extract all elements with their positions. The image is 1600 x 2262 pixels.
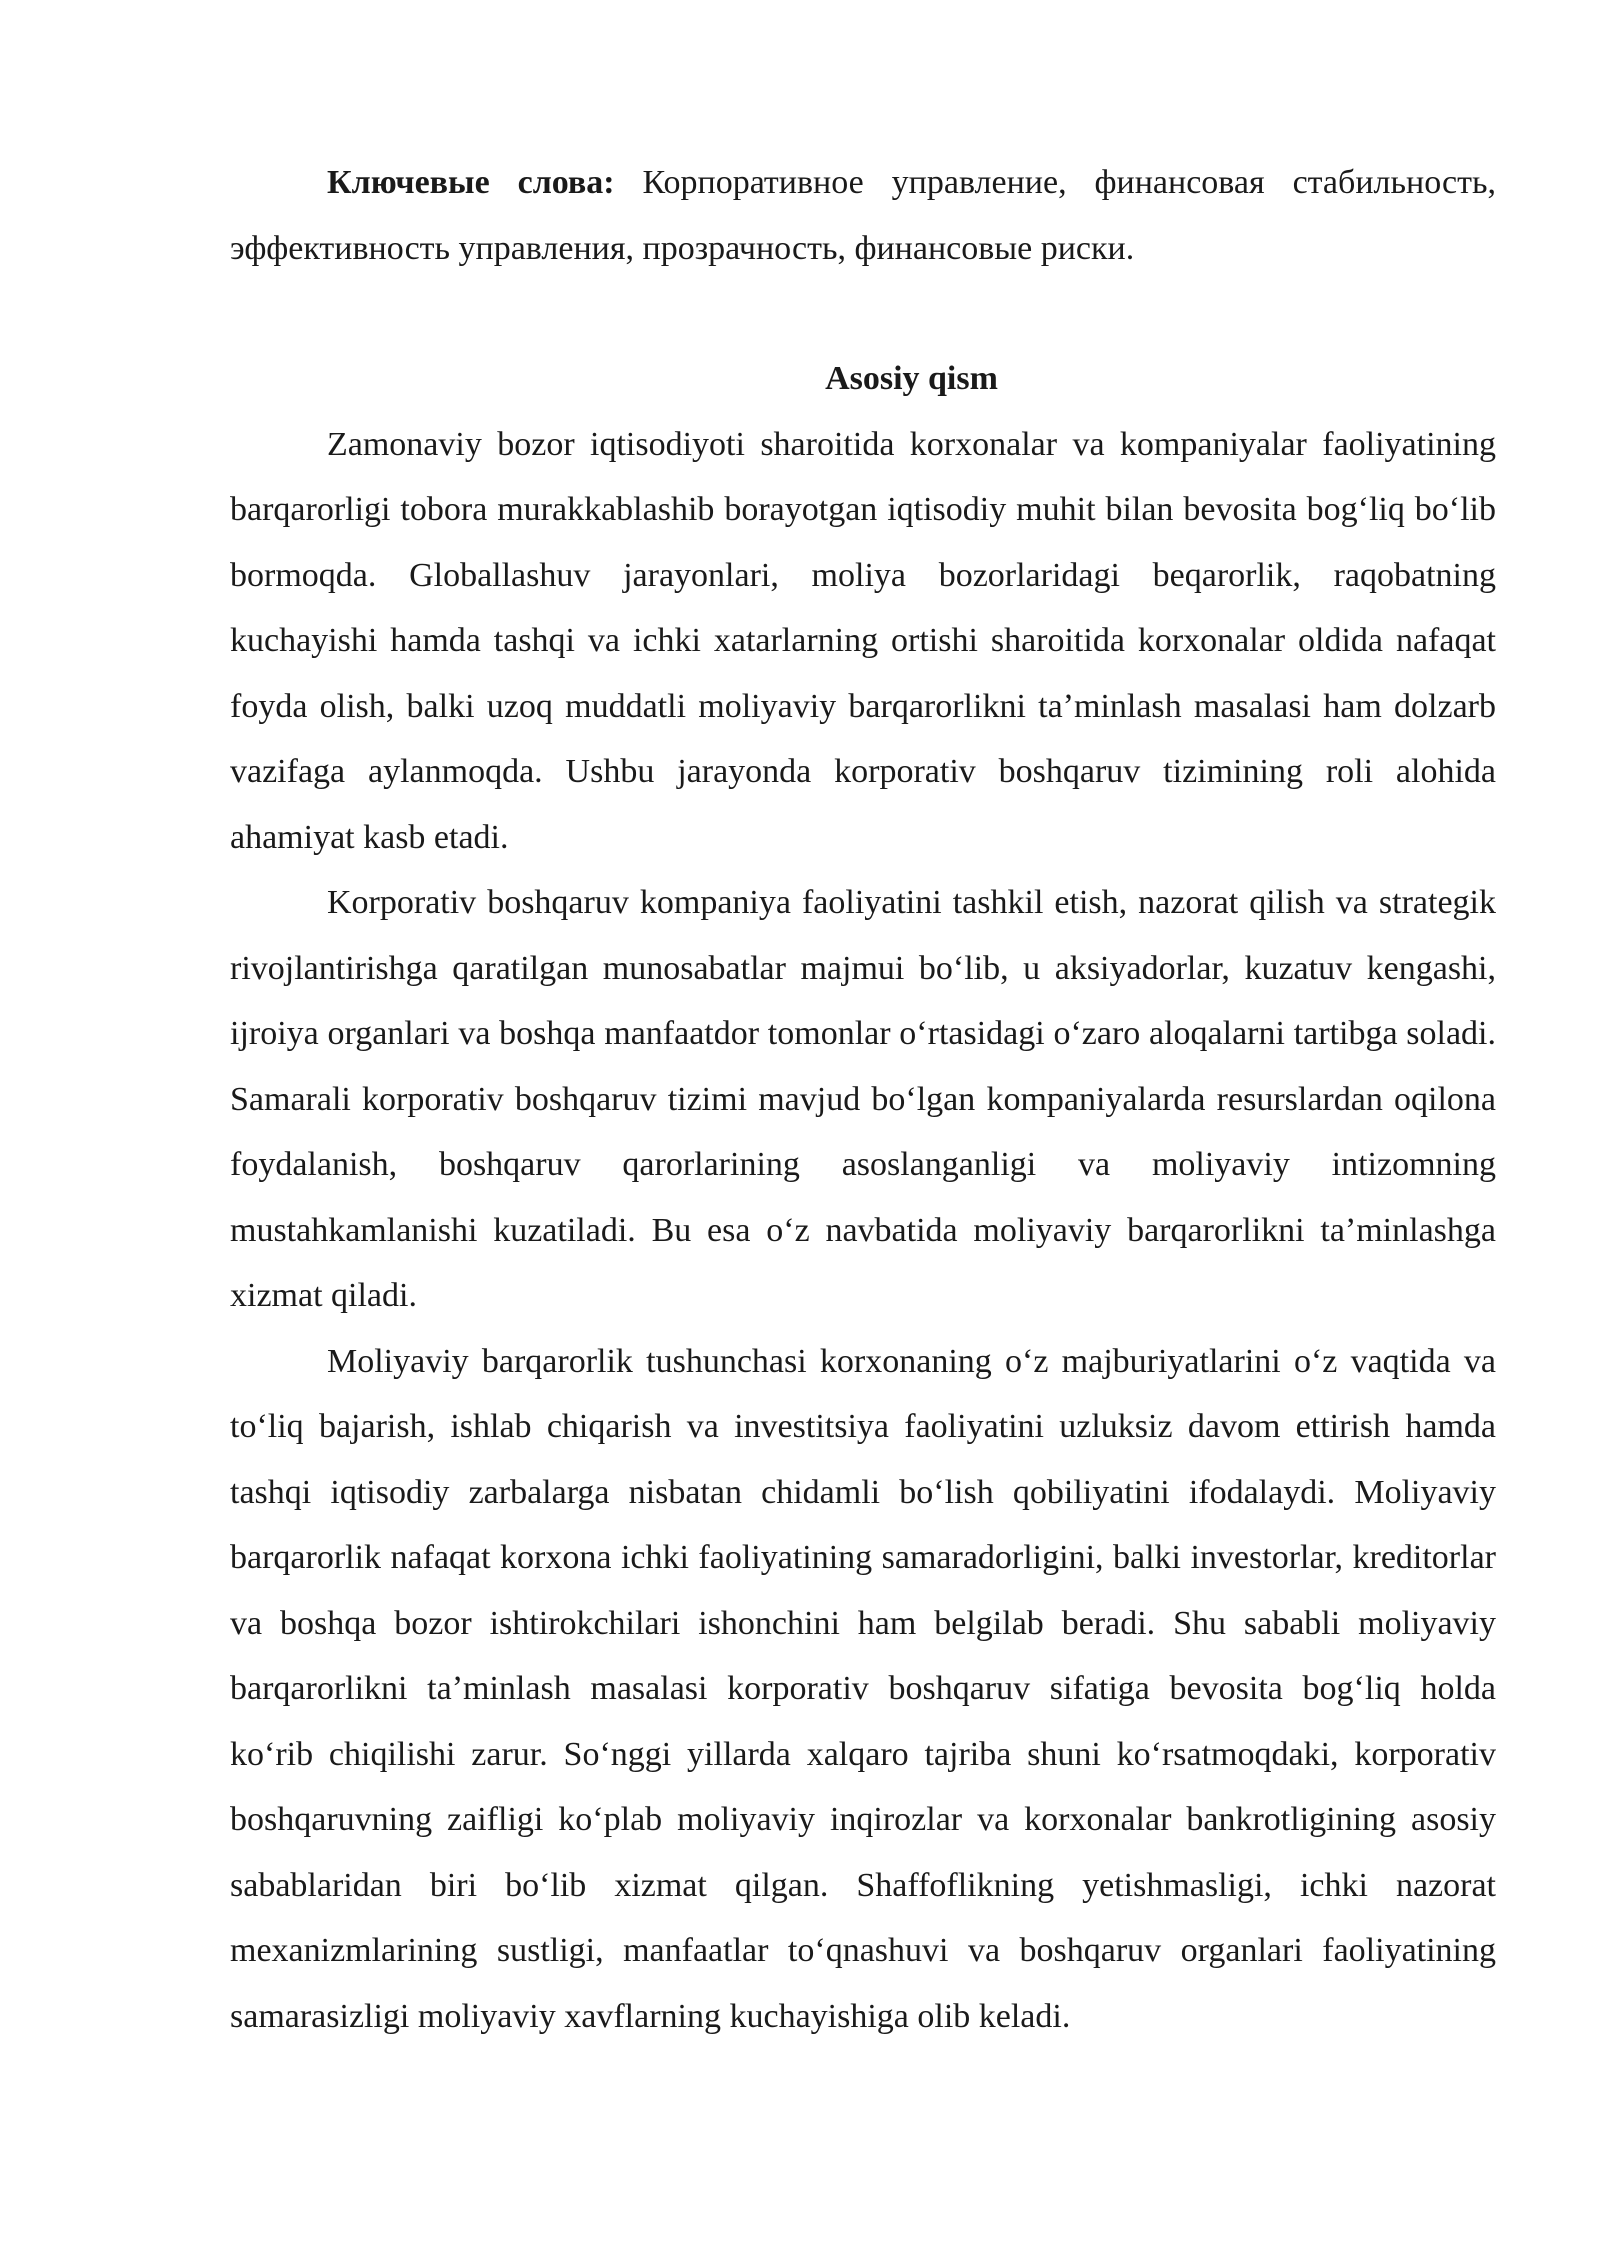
body-paragraph-3: Moliyaviy barqarorlik tushunchasi korxonaning oʻz majburiyatlarini oʻz vaqtida va toʻliq bajarish, ishlab chiqarish va investitsiya faoliyatini uzluksiz davom ettirish hamda tashqi iqtisodiy zarbalarga nisbatan chidamli boʻlish qobiliyatini ifodalaydi. Moliyaviy barqarorlik nafaqat korxona ichki faoliyatining samaradorligini, balki investorlar, kreditorlar va boshqa bozor ishtirokchilari ishonchini ham belgilab beradi. Shu sababli moliyaviy barqarorlikni taʼminlash masalasi korporativ boshqaruv sifatiga bevosita bogʻliq holda koʻrib chiqilishi zarur. Soʻnggi yillarda xalqaro tajriba shuni koʻrsatmoqdaki, korporativ boshqaruvning zaifligi koʻplab moliyaviy inqirozlar va korxonalar bankrotligining asosiy sabablaridan biri boʻlib xizmat qilgan. Shaffoflikning yetishmasligi, ichki nazorat mexanizmlarining sustligi, manfaatlar toʻqnashuvi va boshqaruv organlari faoliyatining samarasizligi moliyaviy xavflarning kuchayishiga olib keladi. bbox=[230, 1342, 1496, 2035]
keywords-text: Корпоративное управление, финансовая стабильность, эффективность управления, прозрачность, финансовые риски. bbox=[230, 164, 1496, 267]
body-paragraph-2: Korporativ boshqaruv kompaniya faoliyatini tashkil etish, nazorat qilish va strategik rivojlantirishga qaratilgan munosabatlar majmui boʻlib, u aksiyadorlar, kuzatuv kengashi, ijroiya organlari va boshqa manfaatdor tomonlar oʻrtasidagi oʻzaro aloqalarni tartibga soladi. Samarali korporativ boshqaruv tizimi mavjud boʻlgan kompaniyalarda resurslardan oqilona foydalanish, boshqaruv qarorlarining asoslanganligi va moliyaviy intizomning mustahkamlanishi kuzatiladi. Bu esa oʻz navbatida moliyaviy barqarorlikni taʼminlashga xizmat qiladi. bbox=[230, 884, 1496, 1314]
section-title: Asosiy qism bbox=[825, 360, 998, 397]
keywords-label: Ключевые слова: bbox=[327, 164, 615, 201]
keywords-paragraph bbox=[230, 150, 1496, 281]
document-page bbox=[230, 150, 1496, 2049]
body-paragraph-1: Zamonaviy bozor iqtisodiyoti sharoitida korxonalar va kompaniyalar faoliyatining barqarorligi tobora murakkablashib borayotgan iqtisodiy muhit bilan bevosita bogʻliq boʻlib bormoqda. Globallashuv jarayonlari, moliya bozorlaridagi beqarorlik, raqobatning kuchayishi hamda tashqi va ichki xatarlarning ortishi sharoitida korxonalar oldida nafaqat foyda olish, balki uzoq muddatli moliyaviy barqarorlikni taʼminlash masalasi ham dolzarb vazifaga aylanmoqda. Ushbu jarayonda korporativ boshqaruv tizimining roli alohida ahamiyat kasb etadi. bbox=[230, 425, 1496, 856]
